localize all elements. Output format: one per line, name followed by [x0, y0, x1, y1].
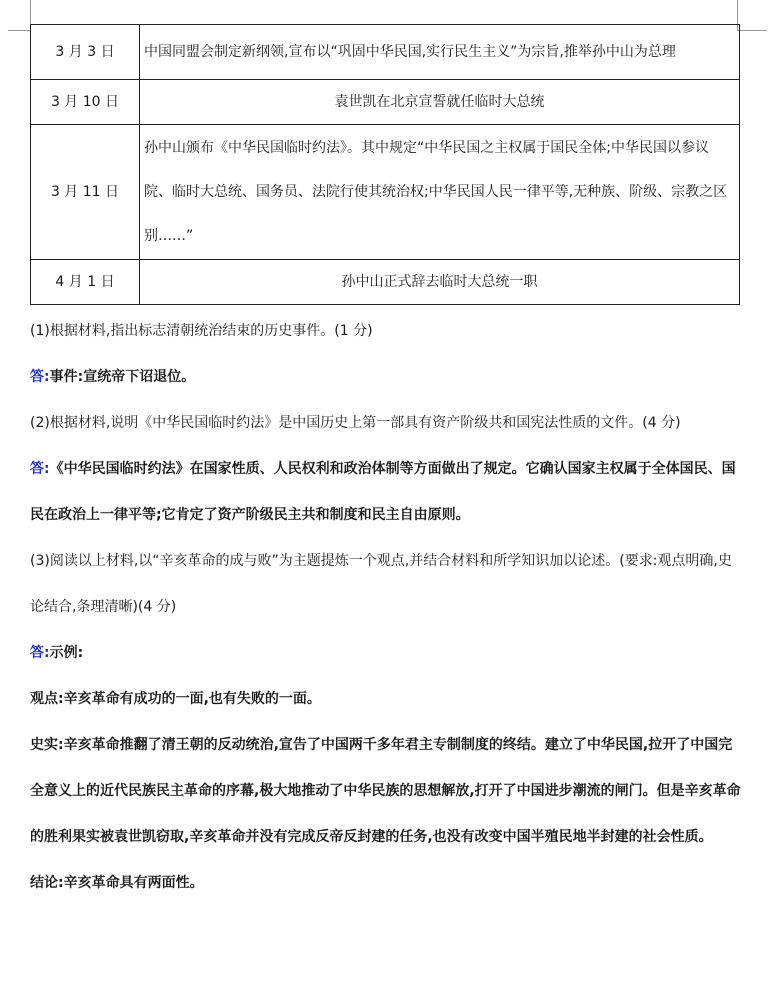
answer-2: [30, 446, 742, 538]
event-cell: 中国同盟会制定新纲领,宣布以“巩固中华民国,实行民生主义”为宗旨,推举孙中山为总理: [140, 25, 740, 80]
event-cell: 孙中山颁布《中华民国临时约法》。其中规定“中华民国之主权属于国民全体;中华民国以参议院、临时大总统、国务员、法院行使其统治权;中华民国人民一律平等,无种族、阶级、宗教之区别……”: [140, 125, 740, 260]
answer-prefix: 答:: [30, 645, 50, 661]
answer-text: 示例:: [49, 645, 84, 661]
event-cell: 孙中山正式辞去临时大总统一职: [140, 260, 740, 305]
answer-3: [30, 630, 742, 676]
answer-text: 事件:宣统帝下诏退位。: [49, 369, 196, 385]
table-row: [31, 260, 740, 305]
question-1: (1)根据材料,指出标志清朝统治结束的历史事件。(1 分): [30, 323, 373, 339]
table-row: [31, 80, 740, 125]
answer-prefix: 答:: [30, 369, 50, 385]
crop-mark-right-horizontal: [737, 30, 767, 31]
table-row: [31, 125, 740, 260]
historical-facts: 史实:辛亥革命推翻了清王朝的反动统治,宣告了中国两千多年君主专制制度的终结。建立了中华民国,拉开了中国完全意义上的近代民族民主革命的序幕,极大地推动了中华民族的思想解放,打开了中国进步潮流的闸门。但是辛亥革命的胜利果实被袁世凯窃取,辛亥革命并没有完成反帝反封建的任务,也没有改变中国半殖民地半封建的社会性质。: [30, 737, 741, 845]
timeline-table: [30, 24, 740, 305]
answer-1: [30, 354, 742, 400]
answer-text: 《中华民国临时约法》在国家性质、人民权利和政治体制等方面做出了规定。它确认国家主权属于全体国民、国民在政治上一律平等;它肯定了资产阶级民主共和制度和民主自由原则。: [30, 461, 736, 523]
question-section: [30, 308, 742, 906]
conclusion: 结论:辛亥革命具有两面性。: [30, 875, 204, 891]
date-cell: 3 月 10 日: [31, 80, 140, 125]
answer-prefix: 答:: [30, 461, 50, 477]
date-cell: 3 月 11 日: [31, 125, 140, 260]
question-2: (2)根据材料,说明《中华民国临时约法》是中国历史上第一部具有资产阶级共和国宪法性质的文件。(4 分): [30, 415, 681, 431]
date-cell: 3 月 3 日: [31, 25, 140, 80]
crop-mark-left-horizontal: [8, 30, 31, 31]
table-row: [31, 25, 740, 80]
date-cell: 4 月 1 日: [31, 260, 140, 305]
event-cell: 袁世凯在北京宣誓就任临时大总统: [140, 80, 740, 125]
question-3: (3)阅读以上材料,以“辛亥革命的成与败”为主题提炼一个观点,并结合材料和所学知识加以论述。(要求:观点明确,史论结合,条理清晰)(4 分): [30, 553, 732, 615]
viewpoint: 观点:辛亥革命有成功的一面,也有失败的一面。: [30, 691, 321, 707]
